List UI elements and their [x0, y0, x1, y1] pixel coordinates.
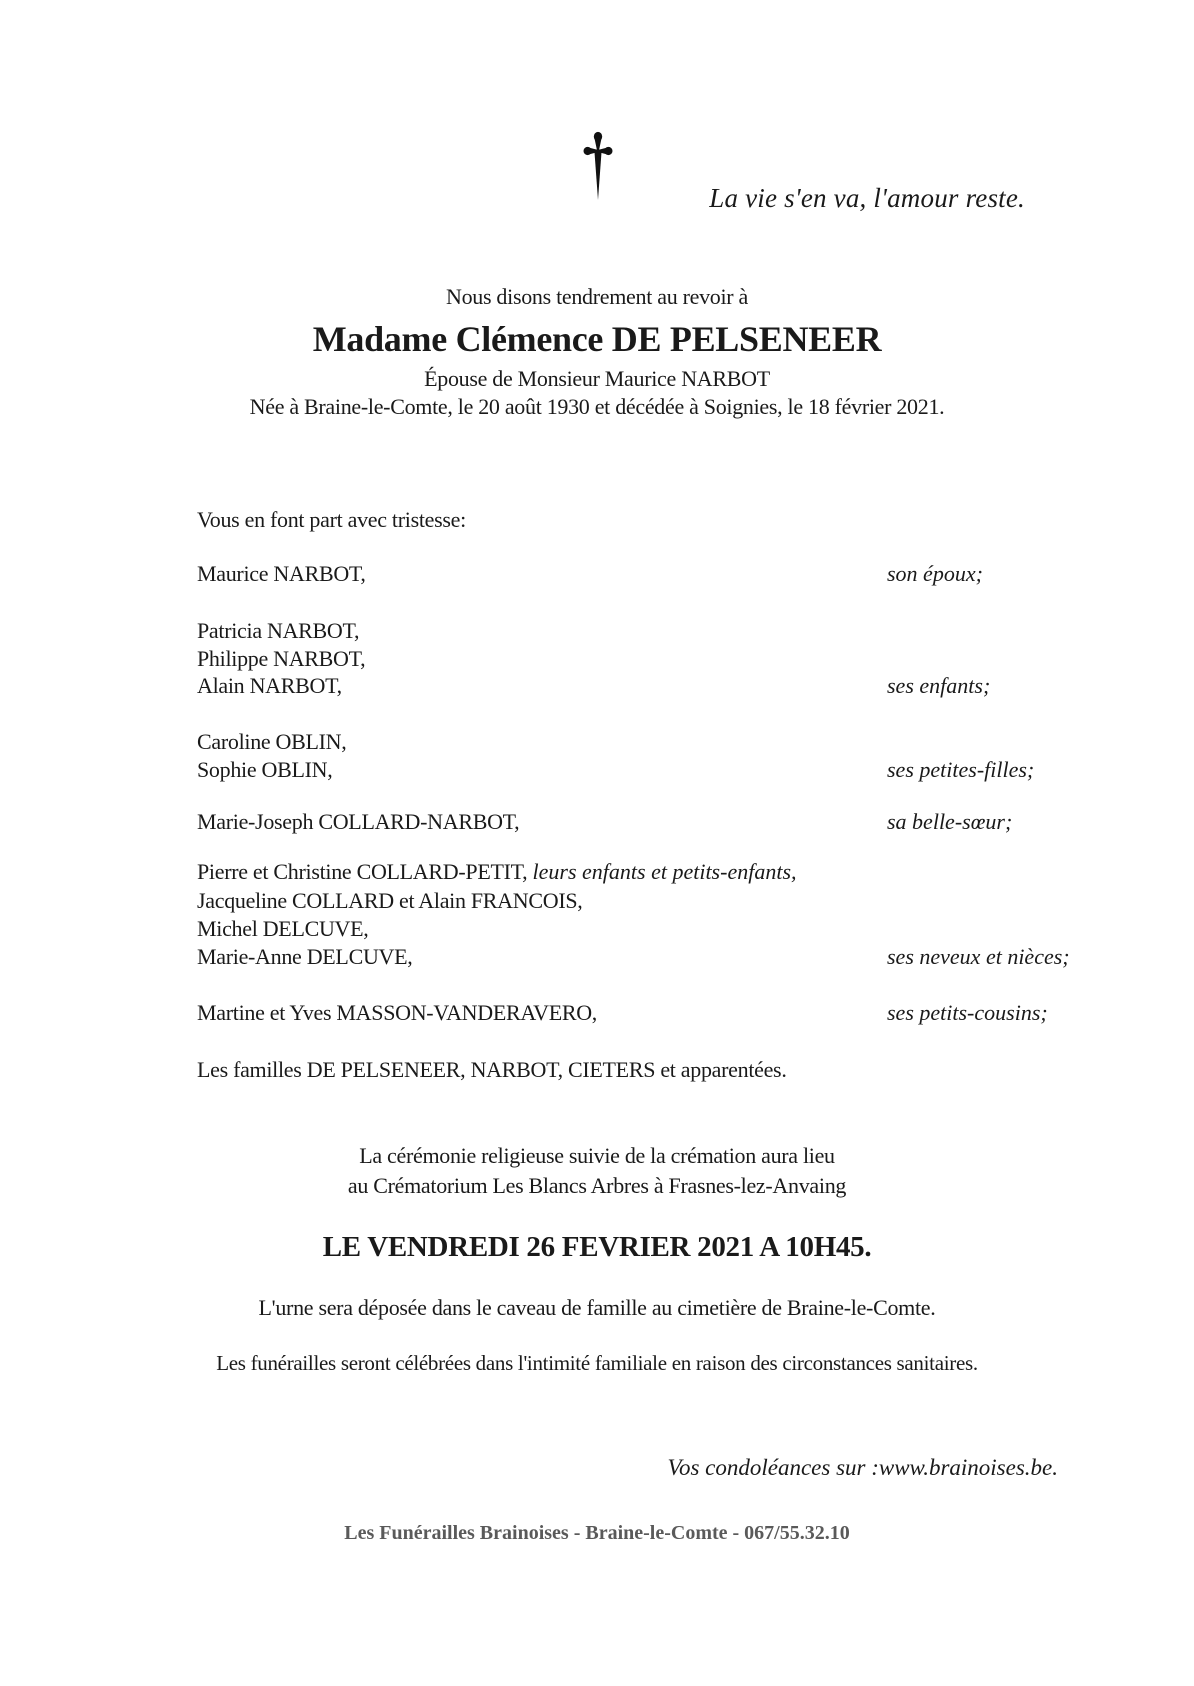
urn-line: L'urne sera déposée dans le caveau de famille au cimetière de Braine-le-Comte.: [258, 1295, 936, 1320]
family-member-name: Maurice NARBOT,: [197, 561, 366, 586]
family-row: [197, 886, 1094, 916]
family-row: [197, 942, 1094, 972]
family-row: [197, 644, 1094, 674]
family-row: [197, 914, 1094, 944]
farewell-intro: Nous disons tendrement au revoir à: [445, 284, 748, 309]
family-member-name: Marie-Anne DELCUVE,: [197, 944, 413, 969]
relation-label: ses enfants;: [887, 673, 991, 698]
family-member-name: Patricia NARBOT,: [197, 618, 360, 643]
relation-label: son époux;: [887, 561, 983, 586]
relation-label: ses petites-filles;: [887, 757, 1035, 782]
family-member-name: Philippe NARBOT,: [197, 646, 366, 671]
family-row: [197, 807, 1094, 837]
family-row: [197, 857, 1094, 887]
family-row: [197, 727, 1094, 757]
family-row: [197, 616, 1094, 646]
family-member-name: Marie-Joseph COLLARD-NARBOT,: [197, 809, 520, 834]
relation-label: ses petits-cousins;: [887, 1000, 1048, 1025]
family-intro: Vous en font part avec tristesse:: [197, 507, 466, 532]
family-row: [197, 1055, 1094, 1085]
relation-label: ses neveux et nièces;: [887, 944, 1070, 969]
family-member-name: Sophie OBLIN,: [197, 757, 333, 782]
ceremony-line-1: La cérémonie religieuse suivie de la crémation aura lieu: [359, 1143, 835, 1168]
family-member-name: Martine et Yves MASSON-VANDERAVERO,: [197, 1000, 598, 1025]
cross-icon: [583, 130, 613, 202]
privacy-line: Les funérailles seront célébrées dans l'intimité familiale en raison des circonstances sanitaires.: [216, 1351, 978, 1375]
family-row: [197, 755, 1094, 785]
deceased-name-title: Madame Clémence DE PELSENEER: [312, 319, 882, 359]
relation-label: sa belle-sœur;: [887, 809, 1013, 834]
family-member-name: Pierre et Christine COLLARD-PETIT,: [197, 859, 528, 884]
funeral-home-footer: Les Funérailles Brainoises - Braine-le-Comte - 067/55.32.10: [344, 1522, 850, 1544]
family-member-name: Les familles DE PELSENEER, NARBOT, CIETERS et apparentées.: [197, 1057, 787, 1082]
family-member-name: Caroline OBLIN,: [197, 729, 347, 754]
condolences-note: Vos condoléances sur :www.brainoises.be.: [667, 1455, 1058, 1480]
family-row: [197, 998, 1094, 1028]
family-member-name: Alain NARBOT,: [197, 673, 342, 698]
spouse-line: Épouse de Monsieur Maurice NARBOT: [424, 366, 770, 391]
memorial-quote: La vie s'en va, l'amour reste.: [709, 183, 1025, 213]
relation-inline-note: leurs enfants et petits-enfants,: [532, 859, 797, 884]
family-member-name: Jacqueline COLLARD et Alain FRANCOIS,: [197, 888, 583, 913]
family-row: [197, 559, 1094, 589]
family-member-name: Michel DELCUVE,: [197, 916, 369, 941]
birth-death-dates: Née à Braine-le-Comte, le 20 août 1930 et décédée à Soignies, le 18 février 2021.: [249, 394, 945, 419]
family-row: [197, 671, 1094, 701]
ceremony-date: LE VENDREDI 26 FEVRIER 2021 A 10H45.: [322, 1231, 872, 1263]
ceremony-line-2: au Crématorium Les Blancs Arbres à Frasnes-lez-Anvaing: [347, 1173, 847, 1198]
